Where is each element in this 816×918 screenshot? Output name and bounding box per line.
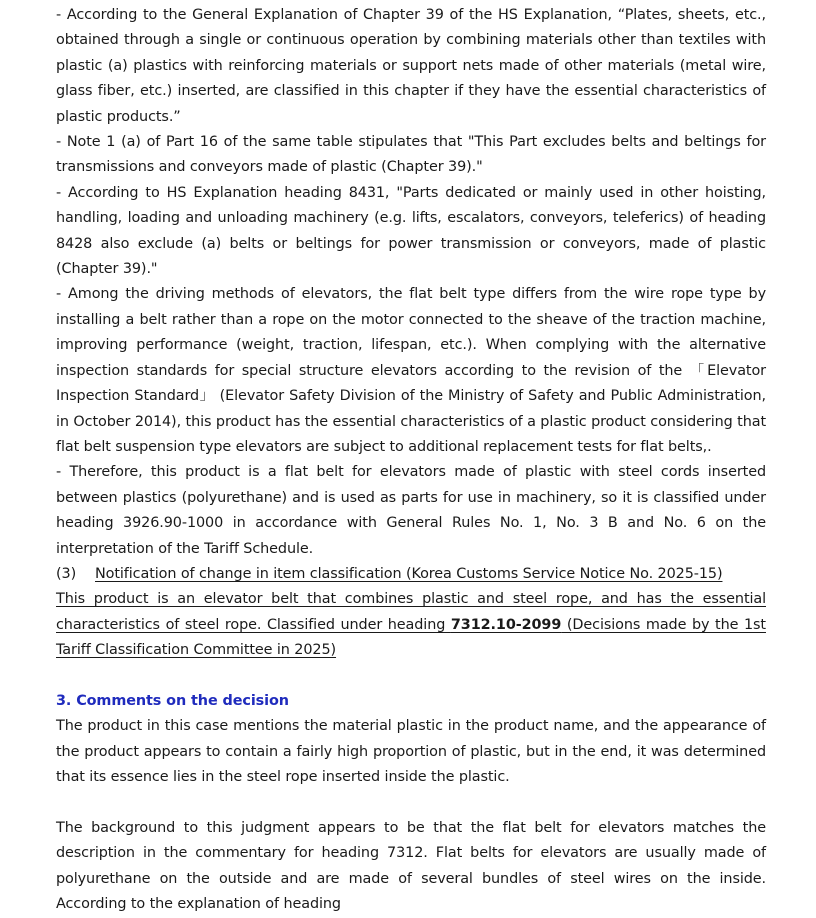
notice-title: Notification of change in item classification (Korea Customs Service Notice No. 2025-15) (95, 565, 723, 582)
paragraph-classification-3926: - Therefore, this product is a flat belt for elevators made of plastic with steel cords inserted between plastics (polyurethane) and is used as parts for use in machinery, so it is classified under heading 3926.90-1000 in accordance with General Rules No. 1, No. 3 B and No. 6 on the interpretation of the Tariff Schedule. (56, 464, 766, 557)
notice-body (56, 587, 766, 663)
paragraph-spacer (56, 791, 766, 816)
comments-paragraph-2: The background to this judgment appears to be that the flat belt for elevators matches the description in the commentary for heading 7312. Flat belts for elevators are usually made of polyurethane on the outside and are made of several bundles of steel wires on the inside. According to the explanation of heading (56, 819, 766, 913)
paragraph-hs-chapter-39: - According to the General Explanation of Chapter 39 of the HS Explanation, “Plates, sheets, etc., obtained through a single or continuous operation by combining materials other than textiles with plastic (a) plastics with reinforcing materials or support nets made of other materials (metal wire, glass fiber, etc.) inserted, are classified in this chapter if they have the essential characteristics of plastic products.” (56, 7, 766, 125)
notice-title-line (56, 562, 766, 587)
paragraph-heading-8431: - According to HS Explanation heading 8431, "Parts dedicated or mainly used in other hoisting, handling, loading and unloading machinery (e.g. lifts, escalators, conveyors, teleferics) of heading 8428 also exclude (a) belts or beltings for power transmission or conveyors, made of plastic (Chapter 39)." (56, 184, 766, 278)
paragraph-driving-methods: - Among the driving methods of elevators, the flat belt type differs from the wire rope type by installing a belt rather than a rope on the motor connected to the sheave of the traction machine, improving performance (weight, traction, lifespan, etc.). When complying with the alternative inspection standards for special structure elevators according to the revision of the 「Elevator Inspection Standard」 (Elevator Safety Division of the Ministry of Safety and Public Administration, in October 2014), this product has the essential characteristics of a plastic product considering that flat belt suspension type elevators are subject to additional replacement tests for flat belts,. (56, 286, 766, 455)
notice-body-after: (Decisions made by the 1st Tariff Classification Committee in 2025) (56, 616, 766, 659)
notice-body-before: This product is an elevator belt that combines plastic and steel rope, and has the essential characteristics of steel rope. Classified under heading (56, 591, 766, 633)
notice-number: (3) (56, 565, 77, 582)
document-body (56, 3, 766, 918)
notice-code: 7312.10-2099 (450, 616, 562, 633)
comments-paragraph-1: The product in this case mentions the material plastic in the product name, and the appearance of the product appears to contain a fairly high proportion of plastic, but in the end, it was determined that its essence lies in the steel rope inserted inside the plastic. (56, 718, 766, 786)
section-heading-comments: 3. Comments on the decision (56, 692, 289, 709)
paragraph-note-part-16: - Note 1 (a) of Part 16 of the same table stipulates that "This Part excludes belts and beltings for transmissions and conveyors made of plastic (Chapter 39)." (56, 134, 766, 176)
